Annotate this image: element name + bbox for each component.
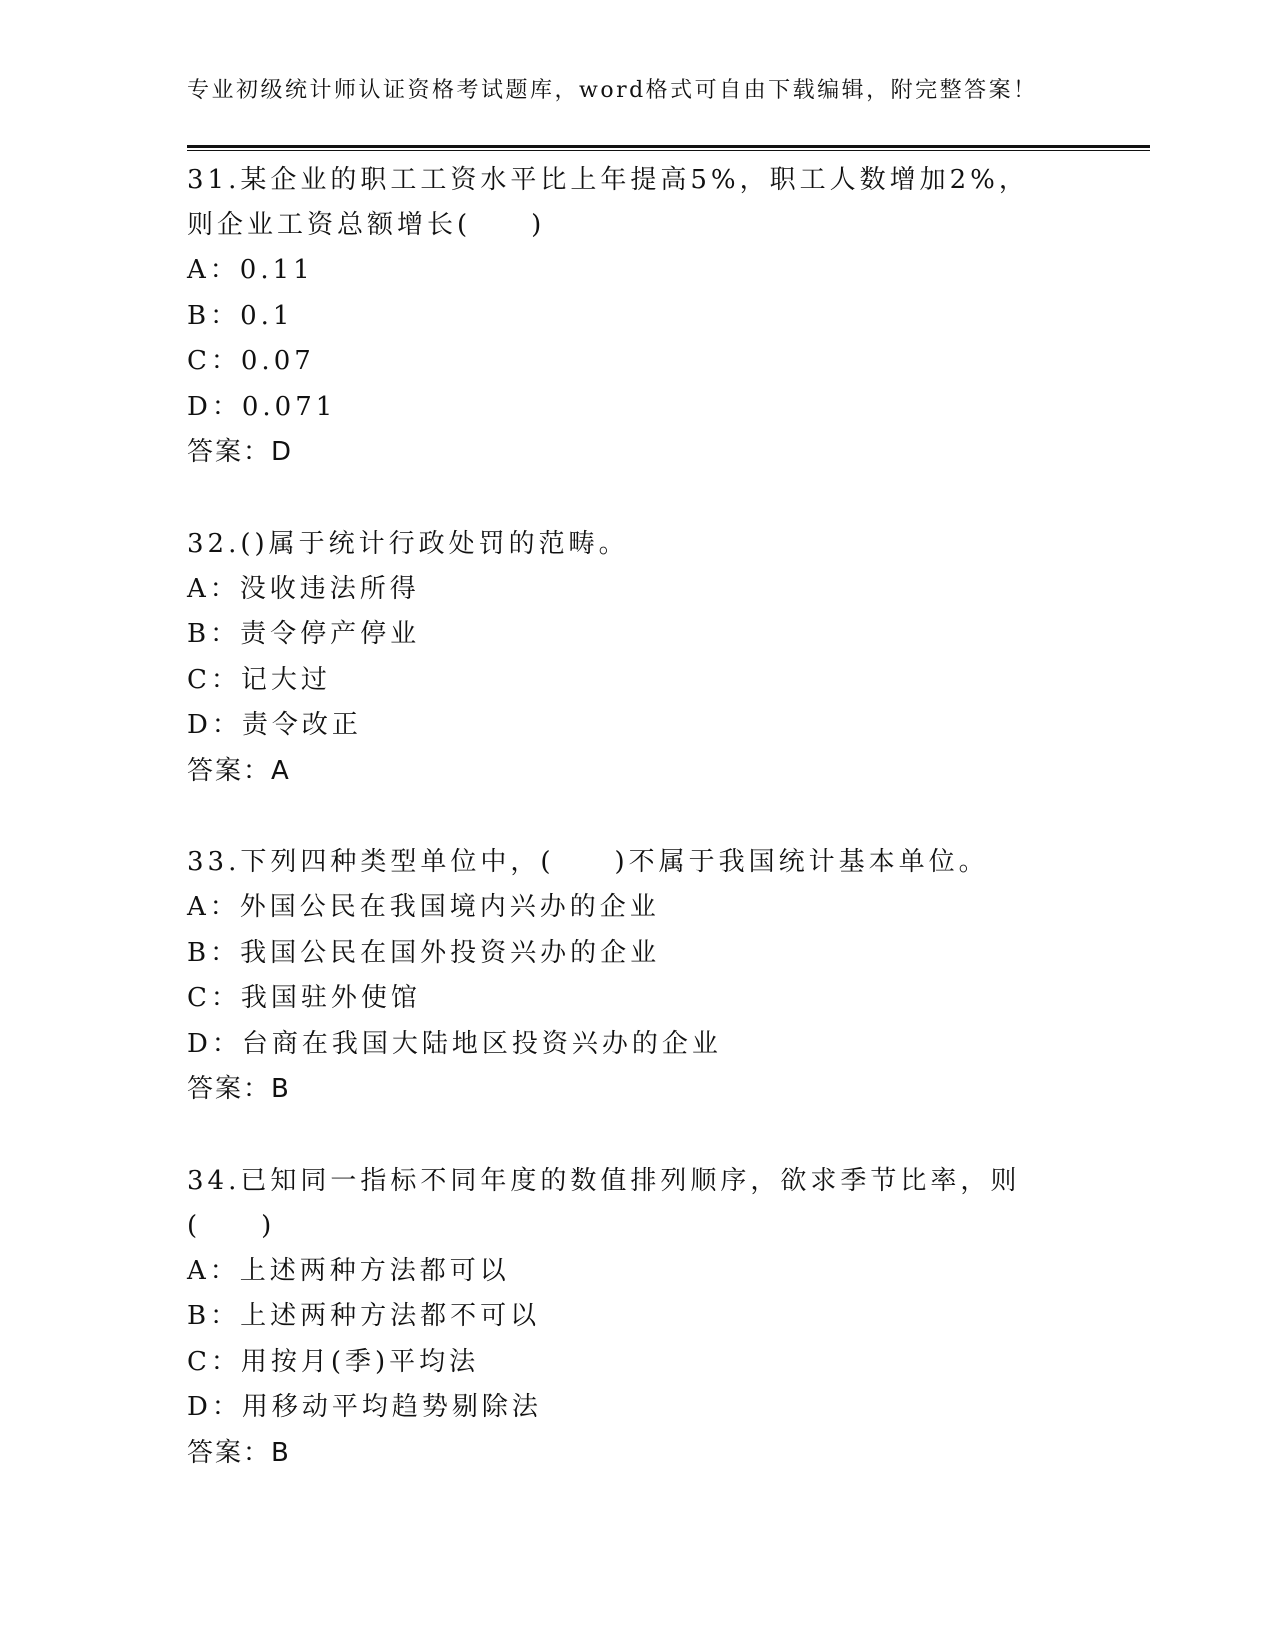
option-b: B：我国公民在国外投资兴办的企业 [187,937,661,968]
page-header: 专业初级统计师认证资格考试题库，word格式可自由下载编辑，附完整答案！ [187,78,1038,103]
question-stem: 31.某企业的职工工资水平比上年提高5%，职工人数增加2%，则企业工资总额增长( ) [187,165,1029,240]
option-a: A：没收违法所得 [187,573,420,604]
answer: 答案：A [187,755,291,786]
option-d: D：责令改正 [187,710,362,740]
option-a: A：上述两种方法都可以 [187,1255,510,1286]
option-d: D：台商在我国大陆地区投资兴办的企业 [187,1028,722,1059]
question-list [187,158,1087,1522]
option-c: C：记大过 [187,664,331,695]
option-b: B：上述两种方法都不可以 [187,1301,541,1331]
answer: 答案：B [187,1074,291,1104]
option-a: A：外国公民在我国境内兴办的企业 [187,892,660,922]
option-c: C：我国驻外使馆 [187,983,421,1013]
answer: 答案：B [187,1437,291,1468]
question-32 [187,522,1087,795]
question-stem: 33.下列四种类型单位中，( )不属于我国统计基本单位。 [187,847,989,877]
header-divider-thick [187,145,1150,148]
question-34 [187,1159,1087,1477]
option-d: D：0.071 [187,391,337,422]
option-a: A：0.11 [187,255,314,285]
option-b: B：责令停产停业 [187,619,421,649]
answer: 答案：D [187,437,294,467]
question-31 [187,158,1087,476]
question-stem: 34.已知同一指标不同年度的数值排列顺序，欲求季节比率，则( ) [187,1165,1021,1241]
option-c: C：用按月(季)平均法 [187,1346,480,1377]
question-stem: 32.()属于统计行政处罚的范畴。 [187,528,629,559]
option-d: D：用移动平均趋势剔除法 [187,1392,542,1422]
option-b: B：0.1 [187,300,294,331]
option-c: C：0.07 [187,346,315,376]
question-33 [187,840,1087,1113]
header-divider-thin [187,150,1150,151]
